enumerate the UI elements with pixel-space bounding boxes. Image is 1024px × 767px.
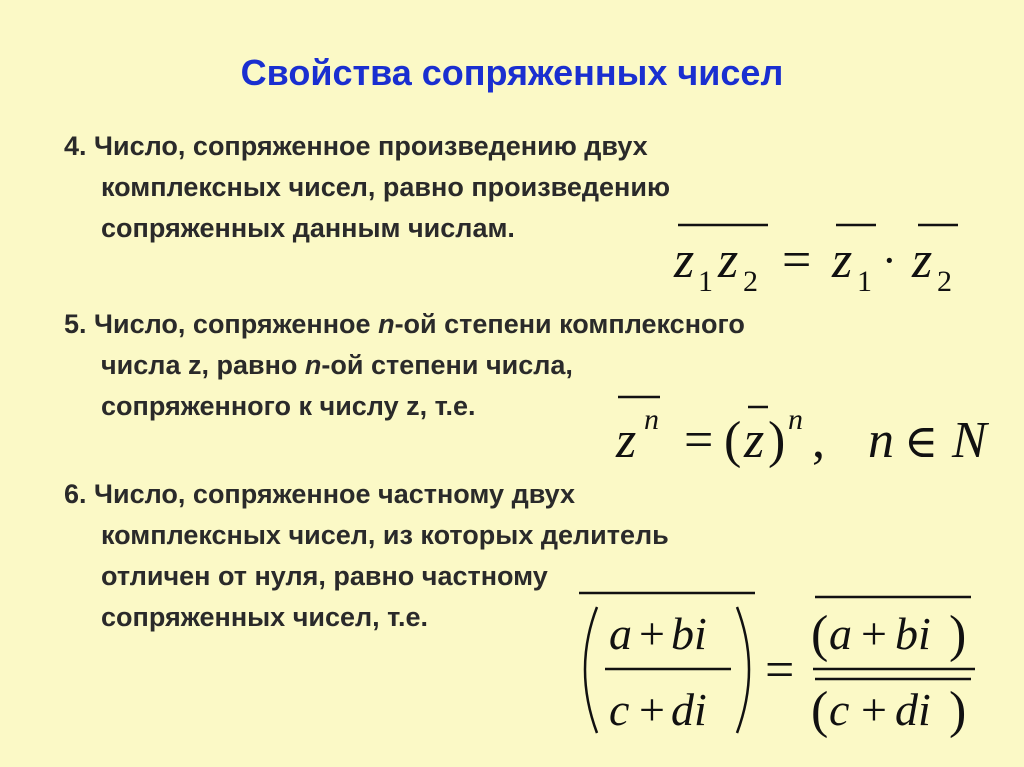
svg-text:bi: bi xyxy=(671,608,707,659)
svg-text:+: + xyxy=(639,684,665,735)
svg-text:bi: bi xyxy=(895,608,931,659)
svg-text:a: a xyxy=(829,608,852,659)
svg-text:,: , xyxy=(812,412,825,469)
svg-text:z: z xyxy=(718,232,739,289)
property-5-n-1: n xyxy=(378,309,395,339)
svg-text:N: N xyxy=(952,412,987,469)
svg-text:(: ( xyxy=(811,682,829,739)
svg-text:2: 2 xyxy=(937,265,952,298)
svg-text:n: n xyxy=(868,412,894,469)
property-5-number: 5. xyxy=(64,309,87,339)
svg-text:2: 2 xyxy=(743,265,758,298)
svg-text:z: z xyxy=(744,412,765,469)
property-6-line-3: отличен от нуля, равно частному xyxy=(101,561,548,591)
svg-text:(: ( xyxy=(724,412,742,469)
svg-text:di: di xyxy=(671,684,707,735)
property-4-text-1: Число, сопряженное произведению двух xyxy=(94,131,648,161)
svg-text:(: ( xyxy=(811,606,829,663)
formula-power-svg xyxy=(600,385,1010,475)
formula-quotient-conjugate xyxy=(565,585,985,745)
svg-text:): ) xyxy=(949,606,967,663)
svg-text:+: + xyxy=(861,684,887,735)
property-4-line-1 xyxy=(64,126,964,167)
property-6-number: 6. xyxy=(64,479,87,509)
property-6-line-2: комплексных чисел, из которых делитель xyxy=(101,520,669,550)
property-5-n-2: n xyxy=(304,350,322,380)
svg-text:): ) xyxy=(768,412,786,469)
formula-product-svg xyxy=(650,215,960,300)
svg-text:z: z xyxy=(832,232,853,289)
slide-title: Свойства сопряженных чисел xyxy=(240,52,784,93)
property-6-text-1: Число, сопряженное частному двух xyxy=(94,479,575,509)
svg-text:=: = xyxy=(782,232,812,289)
formula-power-conjugate xyxy=(600,385,1010,475)
svg-text:1: 1 xyxy=(857,265,872,298)
property-5-text-2a: числа z, равно xyxy=(101,350,305,380)
svg-text:z: z xyxy=(616,412,637,469)
svg-text:): ) xyxy=(949,682,967,739)
svg-text:di: di xyxy=(895,684,931,735)
property-5-text-2b: -ой степени числа, xyxy=(321,350,573,380)
property-6-line-1 xyxy=(64,474,964,515)
formula-product-conjugate xyxy=(650,215,960,300)
property-4-line-2: комплексных чисел, равно произведению xyxy=(101,172,671,202)
formula-quotient-svg xyxy=(565,585,985,745)
svg-text:c: c xyxy=(829,684,850,735)
svg-text:·: · xyxy=(882,236,897,285)
svg-text:z: z xyxy=(912,232,933,289)
svg-text:a: a xyxy=(609,608,632,659)
svg-text:c: c xyxy=(609,684,630,735)
svg-text:=: = xyxy=(684,412,714,469)
svg-text:1: 1 xyxy=(698,265,713,298)
property-5-text-1b: -ой степени комплексного xyxy=(394,309,745,339)
svg-text:n: n xyxy=(644,403,659,436)
property-4-line-3: сопряженных данным числам. xyxy=(101,213,515,243)
property-5-text-1a: Число, сопряженное xyxy=(94,309,379,339)
property-5-line-1 xyxy=(64,304,964,345)
svg-text:∈: ∈ xyxy=(904,416,939,467)
svg-text:=: = xyxy=(765,642,795,699)
svg-text:z: z xyxy=(674,232,695,289)
svg-text:+: + xyxy=(861,608,887,659)
property-5-line-3: сопряженного к числу z, т.е. xyxy=(101,391,476,421)
svg-text:n: n xyxy=(788,403,803,436)
property-5-line-2 xyxy=(64,345,964,386)
property-6-line-4: сопряженных чисел, т.е. xyxy=(101,602,429,632)
property-4-number: 4. xyxy=(64,131,87,161)
svg-text:+: + xyxy=(639,608,665,659)
